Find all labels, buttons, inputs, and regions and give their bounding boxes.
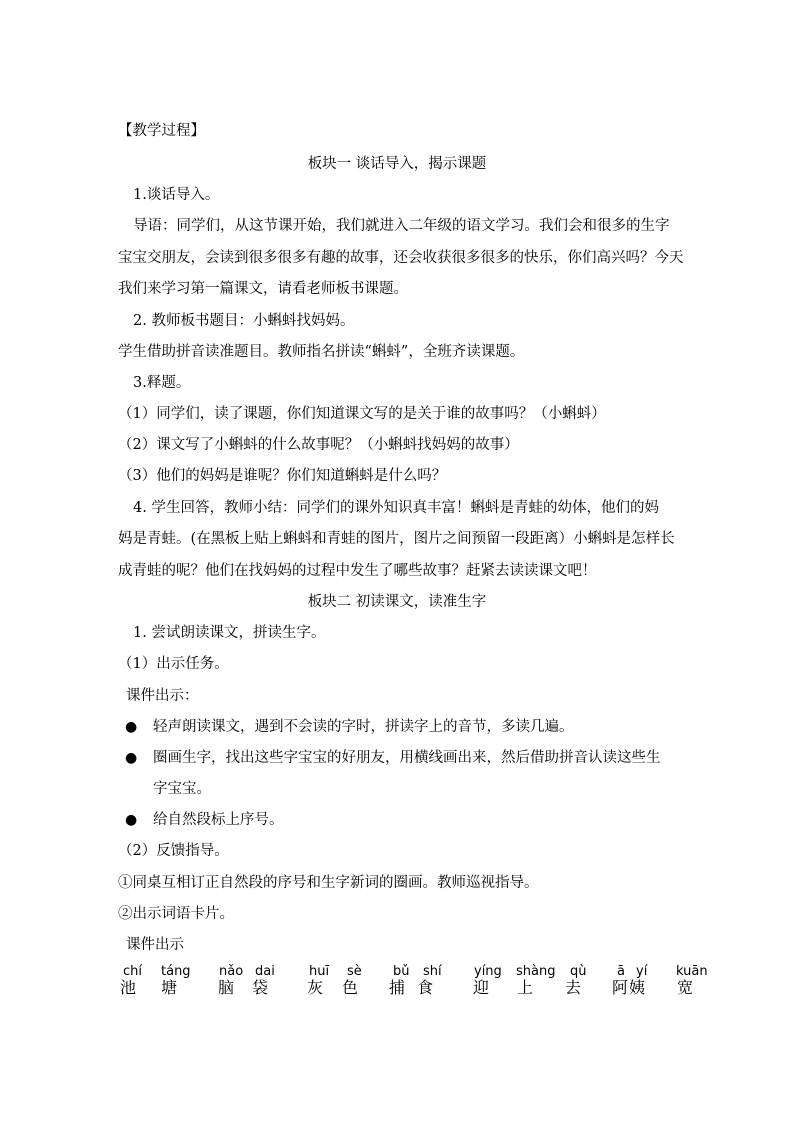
hanzi-char: 食	[417, 978, 434, 997]
block2-sub1: （1）出示任务。	[118, 656, 229, 672]
section-title: 【教学过程】	[118, 123, 205, 139]
hanzi-char: 上	[517, 978, 534, 997]
pinyin-syllable: qù	[570, 964, 587, 979]
pinyin-syllable: shàng	[516, 964, 556, 979]
pinyin-syllable: bǔ	[393, 964, 410, 979]
block2-courseware-label2: 课件出示	[126, 937, 184, 953]
pinyin-syllable: ā	[617, 964, 625, 979]
pinyin-syllable: huī	[309, 964, 330, 979]
hanzi-char: 宽	[677, 978, 694, 997]
block1-step4-line3: 成青蛙的呢？他们在找妈妈的过程中发生了哪些故事？赶紧去读读课文吧！	[118, 563, 597, 579]
bullet-icon: ●	[125, 750, 138, 766]
hanzi-char: 塘	[161, 978, 178, 997]
block1-step4-line1: 4. 学生回答，教师小结：同学们的课外知识真丰富！蝌蚪是青蛙的幼体，他们的妈	[133, 500, 659, 516]
block1-step1: 1.谈话导入。	[133, 187, 220, 203]
bullet1-text: 轻声朗读课文，遇到不会读的字时，拼读字上的音节，多读几遍。	[153, 719, 574, 735]
pinyin-syllable: chí	[123, 964, 142, 979]
hanzi-char: 袋	[252, 978, 269, 997]
block1-question1: （1）同学们，读了课题，你们知道课文写的是关于谁的故事吗？（小蝌蚪）	[118, 406, 606, 422]
pinyin-syllable: táng	[161, 964, 191, 979]
bullet3-text: 给自然段标上序号。	[153, 812, 284, 828]
hanzi-char: 色	[342, 978, 359, 997]
hanzi-char: 脑	[218, 978, 235, 997]
bullet-icon: ●	[125, 812, 138, 828]
block1-heading: 板块一 谈话导入，揭示课题	[307, 156, 487, 172]
hanzi-char: 阿	[612, 978, 629, 997]
hanzi-char: 去	[565, 978, 582, 997]
block2-step1: 1. 尝试朗读课文，拼读生字。	[133, 625, 326, 641]
pinyin-syllable: kuān	[676, 964, 708, 979]
block2-heading: 板块二 初读课文，读准生字	[307, 594, 487, 610]
block1-question3: （3）他们的妈妈是谁呢？你们知道蝌蚪是什么吗？	[118, 468, 447, 484]
block1-step3: 3.释题。	[133, 375, 191, 391]
block1-lead-line1: 导语：同学们，从这节课开始，我们就进入二年级的语文学习。我们会和很多的生字	[133, 218, 670, 234]
block1-question2: （2）课文写了小蝌蚪的什么故事呢？（小蝌蚪找妈妈的故事）	[118, 437, 519, 453]
block1-step2: 2. 教师板书题目：小蝌蚪找妈妈。	[133, 313, 355, 329]
hanzi-char: 池	[120, 978, 137, 997]
pinyin-syllable: dai	[255, 964, 275, 979]
pinyin-syllable: nǎo	[219, 964, 244, 979]
bullet2-text-line1: 圈画生字，找出这些字宝宝的好朋友，用横线画出来，然后借助拼音认读这些生	[153, 750, 661, 766]
hanzi-char: 灰	[307, 978, 324, 997]
pinyin-syllable: shí	[423, 964, 442, 979]
bullet2-text-line2: 字宝宝。	[153, 781, 211, 797]
block2-courseware-label: 课件出示：	[126, 688, 199, 704]
block1-step4-line2: 妈是青蛙。(在黑板上贴上蝌蚪和青蛙的图片，图片之间预留一段距离）小蝌蚪是怎样长	[118, 531, 675, 547]
block2-item1: ①同桌互相订正自然段的序号和生字新词的圈画。教师巡视指导。	[118, 875, 539, 891]
block2-item2: ②出示词语卡片。	[118, 906, 234, 922]
pinyin-syllable: yí	[636, 964, 648, 979]
block2-sub2: （2）反馈指导。	[118, 843, 229, 859]
pinyin-syllable: sè	[347, 964, 362, 979]
block1-step2-note: 学生借助拼音读准题目。教师指名拼读“蝌蚪”，全班齐读课题。	[118, 344, 525, 360]
block1-lead-line3: 我们来学习第一篇课文，请看老师板书课题。	[118, 281, 408, 297]
hanzi-char: 姨	[629, 978, 646, 997]
pinyin-syllable: yíng	[474, 964, 502, 979]
hanzi-char: 迎	[473, 978, 490, 997]
bullet-icon: ●	[125, 719, 138, 735]
block1-lead-line2: 宝宝交朋友，会读到很多很多有趣的故事，还会收获很多很多的快乐，你们高兴吗？今天	[118, 250, 684, 266]
hanzi-char: 捕	[389, 978, 406, 997]
